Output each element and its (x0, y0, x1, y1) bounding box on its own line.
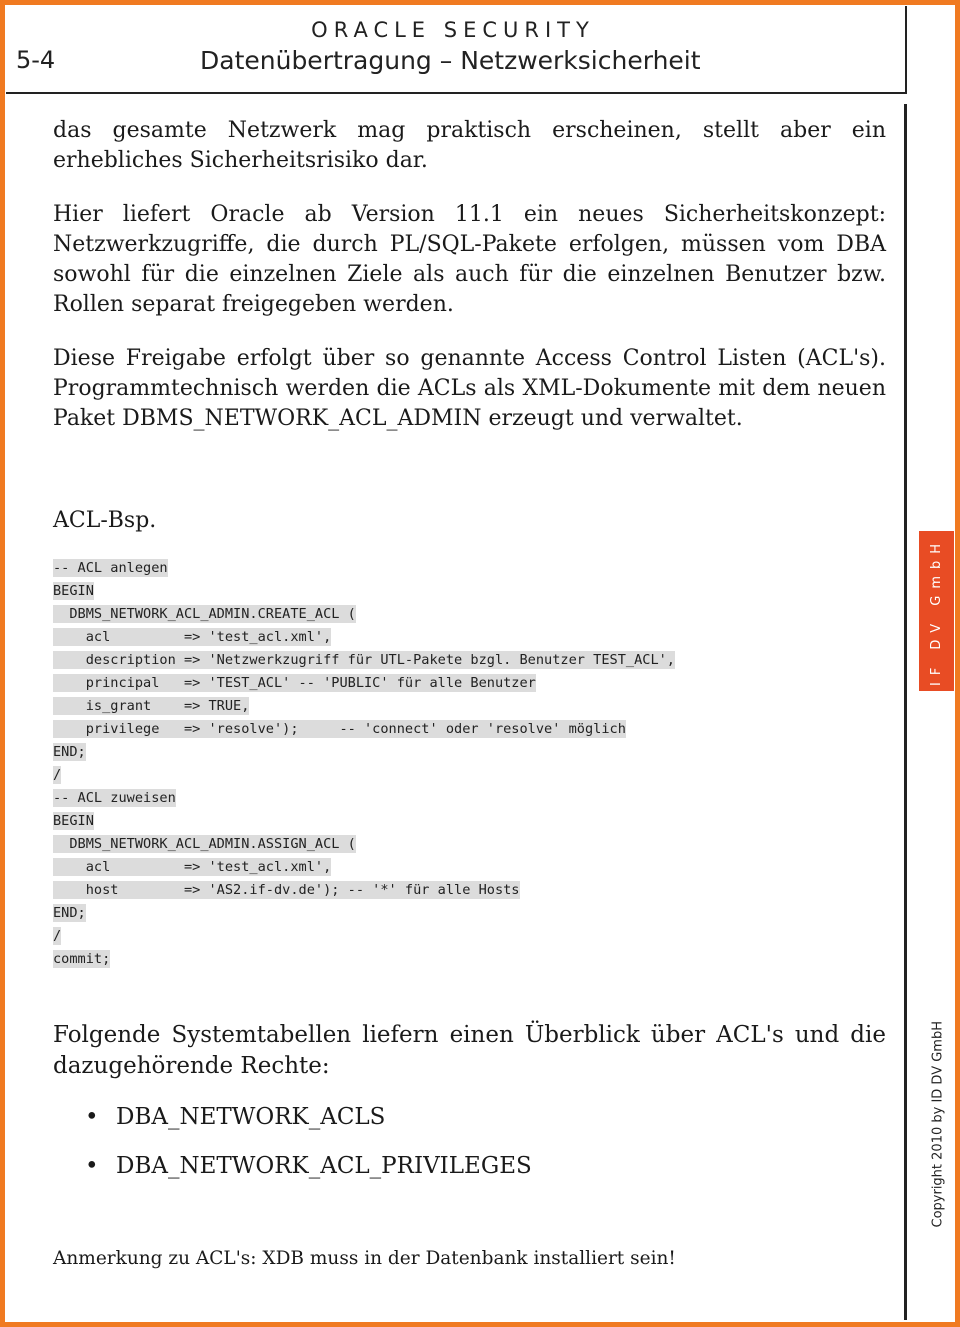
page-number: 5-4 (16, 46, 56, 74)
chapter-title: Datenübertragung – Netzwerksicherheit (200, 46, 701, 75)
code-line: BEGIN (53, 583, 94, 599)
bullet-icon: • (85, 1104, 99, 1130)
code-line: BEGIN (53, 813, 94, 829)
company-tab (919, 531, 954, 691)
code-line: DBMS_NETWORK_ACL_ADMIN.ASSIGN_ACL ( (53, 836, 356, 852)
code-example (53, 557, 675, 971)
code-line: END; (53, 905, 86, 921)
code-line: description => 'Netzwerkzugriff für UTL-Pakete bzgl. Benutzer TEST_ACL', (53, 652, 675, 668)
copyright-notice: Copyright 2010 by ID DV GmbH (930, 1021, 946, 1228)
paragraph-security-concept: Hier liefert Oracle ab Version 11.1 ein neues Sicherheitskonzept: Netzwerkzugriffe, die durch PL/SQL-Pakete erfolgen, müssen vom DBA sowohl für die einzelnen Ziele als auch für die einzelnen Benutzer bzw. Rollen separat freigegeben werden. (53, 202, 886, 317)
footnote: Anmerkung zu ACL's: XDB muss in der Datenbank installiert sein! (53, 1248, 676, 1269)
code-line: commit; (53, 951, 111, 967)
code-line: -- ACL zuweisen (53, 790, 176, 806)
list-item (53, 1149, 532, 1198)
code-line: host => 'AS2.if-dv.de'); -- '*' für alle Hosts (53, 882, 520, 898)
list-item-label: DBA_NETWORK_ACL_PRIVILEGES (116, 1153, 532, 1179)
paragraph-acl-intro: Diese Freigabe erfolgt über so genannte Access Control Listen (ACL's). Programmtechnisch werden die ACLs als XML-Dokumente mit dem neuen Paket DBMS_NETWORK_ACL_ADMIN erzeugt und verwaltet. (53, 346, 886, 431)
code-line: END; (53, 744, 86, 760)
header-divider (6, 92, 907, 94)
code-line: acl => 'test_acl.xml', (53, 629, 332, 645)
system-tables-intro: Folgende Systemtabellen liefern einen Überblick über ACL's und die dazugehörende Rechte: (53, 1022, 886, 1079)
code-line: / (53, 928, 62, 944)
system-tables-list (53, 1100, 532, 1198)
margin-vertical-rule (904, 104, 907, 1320)
list-item-label: DBA_NETWORK_ACLS (116, 1104, 386, 1130)
code-line: privilege => 'resolve'); -- 'connect' oder 'resolve' möglich (53, 721, 626, 737)
list-item (53, 1100, 532, 1149)
code-line: / (53, 767, 62, 783)
paragraph-network-risk: das gesamte Netzwerk mag praktisch erscheinen, stellt aber ein erhebliches Sicherheitsrisiko dar. (53, 118, 886, 173)
code-line: DBMS_NETWORK_ACL_ADMIN.CREATE_ACL ( (53, 606, 356, 622)
code-line: acl => 'test_acl.xml', (53, 859, 332, 875)
code-line: -- ACL anlegen (53, 560, 168, 576)
bullet-icon: • (85, 1153, 99, 1179)
example-heading: ACL-Bsp. (53, 508, 157, 533)
code-line: is_grant => TRUE, (53, 698, 250, 714)
code-line: principal => 'TEST_ACL' -- 'PUBLIC' für alle Benutzer (53, 675, 536, 691)
section-title: ORACLE SECURITY (311, 18, 595, 42)
company-tab-label: IF DV GmbH (929, 536, 945, 686)
